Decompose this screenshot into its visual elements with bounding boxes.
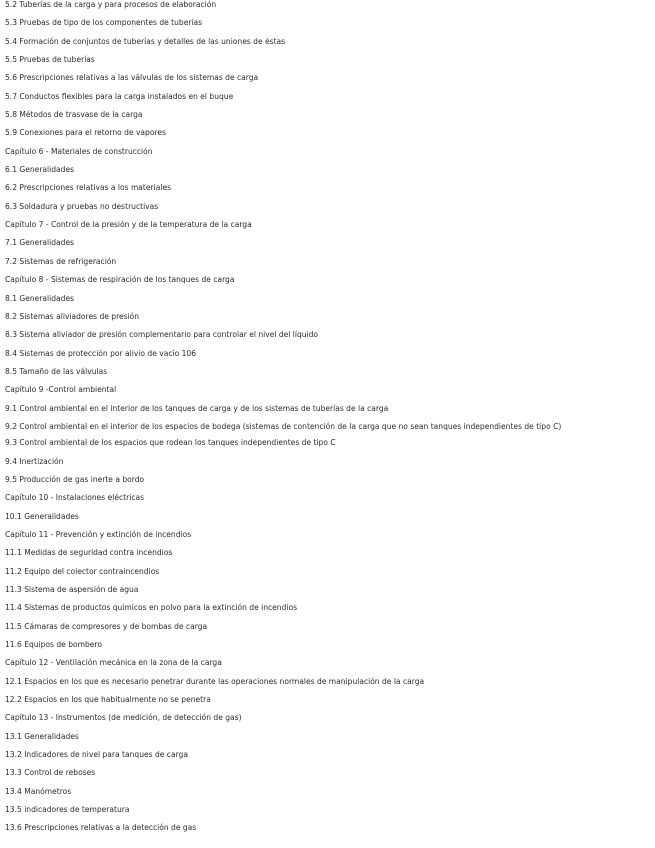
toc-section-item: 8.2 Sistemas aliviadores de presión [5, 311, 140, 321]
toc-section-item: 9.4 Inertización [5, 456, 64, 466]
toc-section-item: 5.7 Conductos flexibles para la carga instalados en el buque [5, 91, 234, 101]
toc-section-item: 11.4 Sistemas de productos químicos en polvo para la extinción de incendios [5, 603, 298, 613]
toc-section-item: 6.3 Soldadura y pruebas no destructivas [5, 201, 159, 211]
toc-section-item: 12.2 Espacios en los que habitualmente no se penetra [5, 695, 211, 705]
toc-section-item: 11.6 Equipos de bombero [5, 640, 102, 650]
toc-section-item: 13.3 Control de reboses [5, 768, 96, 778]
toc-section-item: 13.2 Indicadores de nivel para tanques de carga [5, 750, 188, 760]
toc-section-item: 5.3 Pruebas de tipo de los componentes de tuberías [5, 18, 203, 28]
toc-section-item: 7.1 Generalidades [5, 238, 75, 248]
toc-section-item: 9.5 Producción de gas inerte a bordo [5, 474, 145, 484]
toc-section-item: 5.8 Métodos de trasvase de la carga [5, 110, 143, 120]
toc-chapter-heading: Capítulo 12 - Ventilación mecánica en la zona de la carga [5, 658, 222, 668]
toc-chapter-heading: Capítulo 8 - Sistemas de respiración de los tanques de carga [5, 275, 235, 285]
toc-section-item: 13.5 indicadores de temperatura [5, 805, 130, 815]
toc-section-item: 8.1 Generalidades [5, 293, 75, 303]
toc-section-item: 10.1 Generalidades [5, 511, 79, 521]
toc-section-item: 9.2 Control ambiental en el interior de los espacios de bodega (sistemas de contención de la carga que no sean tanques independientes de tipo C) [5, 421, 562, 431]
toc-section-item: 11.3 Sistema de aspersión de agua [5, 585, 139, 594]
toc-chapter-heading: Capítulo 6 - Materiales de construcción [5, 146, 153, 156]
toc-section-item: 11.1 Medidas de seguridad contra incendios [5, 548, 173, 558]
toc-chapter-heading: Capítulo 11 - Prevención y extinción de incendios [5, 529, 192, 539]
toc-section-item: 8.3 Sistema aliviador de presión complementario para controlar el nivel del líquido [5, 330, 319, 340]
toc-section-item: 11.5 Cámaras de compresores y de bombas de carga [5, 621, 208, 631]
toc-section-item: 5.5 Pruebas de tuberías [5, 55, 95, 65]
toc-section-item: 9.1 Control ambiental en el interior de los tanques de carga y de los sistemas de tuberías de la carga [5, 403, 389, 413]
toc-chapter-heading: Capítulo 7 - Control de la presión y de la temperatura de la carga [5, 220, 252, 230]
toc-section-item: 13.1 Generalidades [5, 731, 79, 741]
toc-section-item: 8.4 Sistemas de protección por alivio de vacío 106 [5, 348, 197, 358]
toc-section-item: 9.3 Control ambiental de los espacios que rodean los tanques independientes de tipo C [5, 438, 336, 448]
toc-section-item: 11.2 Equipo del colector contraincendios [5, 566, 160, 576]
toc-chapter-heading: Capítulo 10 - Instalaciones eléctricas [5, 493, 145, 503]
toc-section-item: 8.5 Tamaño de las válvulas [5, 366, 108, 376]
toc-section-item: 5.6 Prescripciones relativas a las válvulas de los sistemas de carga [5, 73, 259, 83]
toc-section-item: 5.4 Formación de conjuntos de tuberías y detalles de las uniones de éstas [5, 36, 286, 46]
toc-section-item: 6.2 Prescripciones relativas a los materiales [5, 183, 172, 193]
toc-section-item: 6.1 Generalidades [5, 165, 75, 175]
toc-section-item: 5.9 Conexiones para el retorno de vapores [5, 128, 166, 138]
toc-chapter-heading: Capítulo 13 - Instrumentos (de medición, de detección de gas) [5, 713, 242, 723]
toc-section-item: 5.2 Tuberías de la carga y para procesos de elaboración [5, 0, 217, 9]
toc-section-item: 13.4 Manómetros [5, 786, 72, 796]
toc-section-item: 12.1 Espacios en los que es necesario penetrar durante las operaciones normales de manipulación de la carga [5, 676, 425, 686]
toc-section-item: 13.6 Prescripciones relativas a la detección de gas [5, 823, 197, 833]
toc-chapter-heading: Capítulo 9 -Control ambiental [5, 385, 117, 395]
toc-section-item: 7.2 Sistemas de refrigeración [5, 256, 117, 266]
